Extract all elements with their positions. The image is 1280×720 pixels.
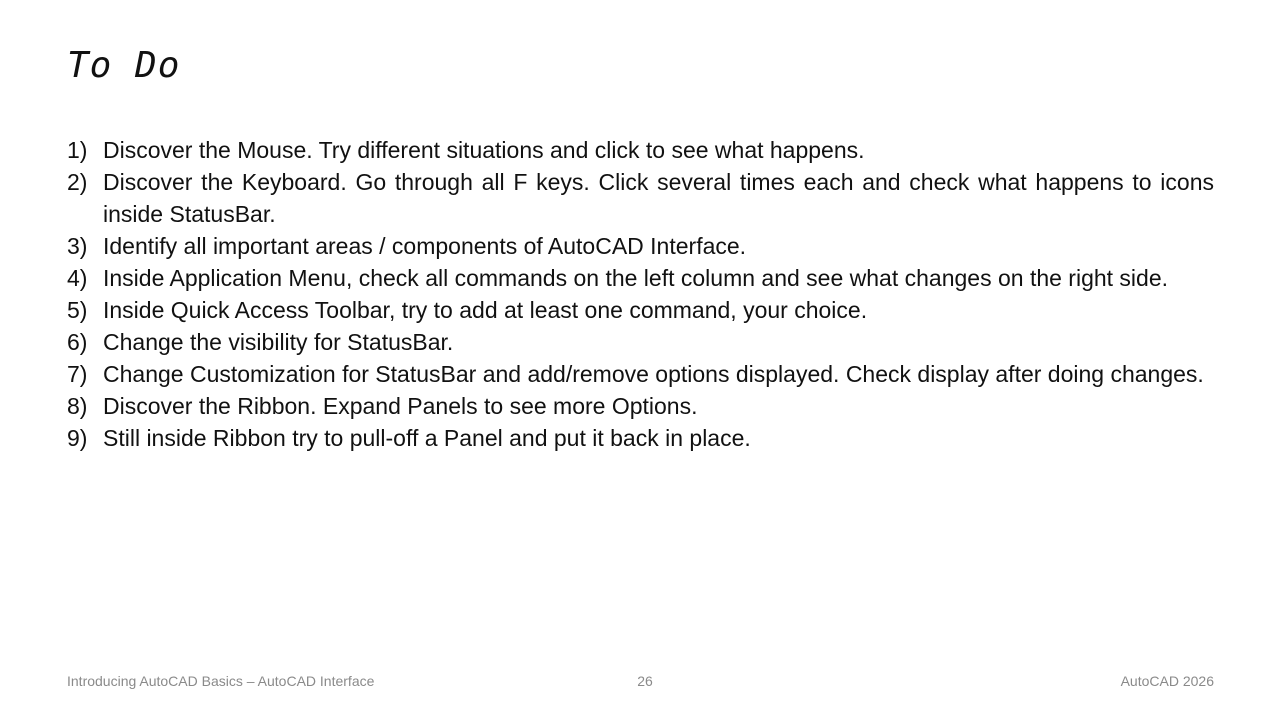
list-item-text: Discover the Mouse. Try different situations and click to see what happens. [103,137,865,163]
list-item-number: 2) [67,169,88,195]
list-item-number: 9) [67,425,88,451]
footer-page-number: 26 [637,673,653,689]
slide-title: To Do [67,45,181,86]
list-item-text: Inside Application Menu, check all commands on the left column and see what changes on the right side. [103,265,1169,291]
list-item [67,230,1214,262]
list-item [67,358,1214,390]
list-item [67,294,1214,326]
list-item-number: 6) [67,329,88,355]
list-item [67,262,1214,294]
list-item [67,390,1214,422]
list-item [67,166,1214,230]
list-item-text: Still inside Ribbon try to pull-off a Panel and put it back in place. [103,425,751,451]
list-item-text: Change Customization for StatusBar and add/remove options displayed. Check display after doing changes. [103,361,1204,387]
list-item-number: 8) [67,393,88,419]
list-item-text: Discover the Ribbon. Expand Panels to see more Options. [103,393,698,419]
footer-presentation-title: Introducing AutoCAD Basics – AutoCAD Interface [67,673,375,689]
list-item-number: 7) [67,361,88,387]
footer-product-version: AutoCAD 2026 [1120,673,1214,689]
list-item-text: Identify all important areas / components of AutoCAD Interface. [103,233,747,259]
list-item-number: 4) [67,265,88,291]
list-item [67,134,1214,166]
list-item-number: 3) [67,233,88,259]
list-item-text: Change the visibility for StatusBar. [103,329,454,355]
list-item [67,326,1214,358]
list-item [67,422,1214,454]
todo-list [67,134,1214,454]
list-item-text: Discover the Keyboard. Go through all F keys. Click several times each and check what happens to icons inside StatusBar. [103,169,1214,227]
list-item-number: 5) [67,297,88,323]
list-item-text: Inside Quick Access Toolbar, try to add at least one command, your choice. [103,297,868,323]
list-item-number: 1) [67,137,88,163]
